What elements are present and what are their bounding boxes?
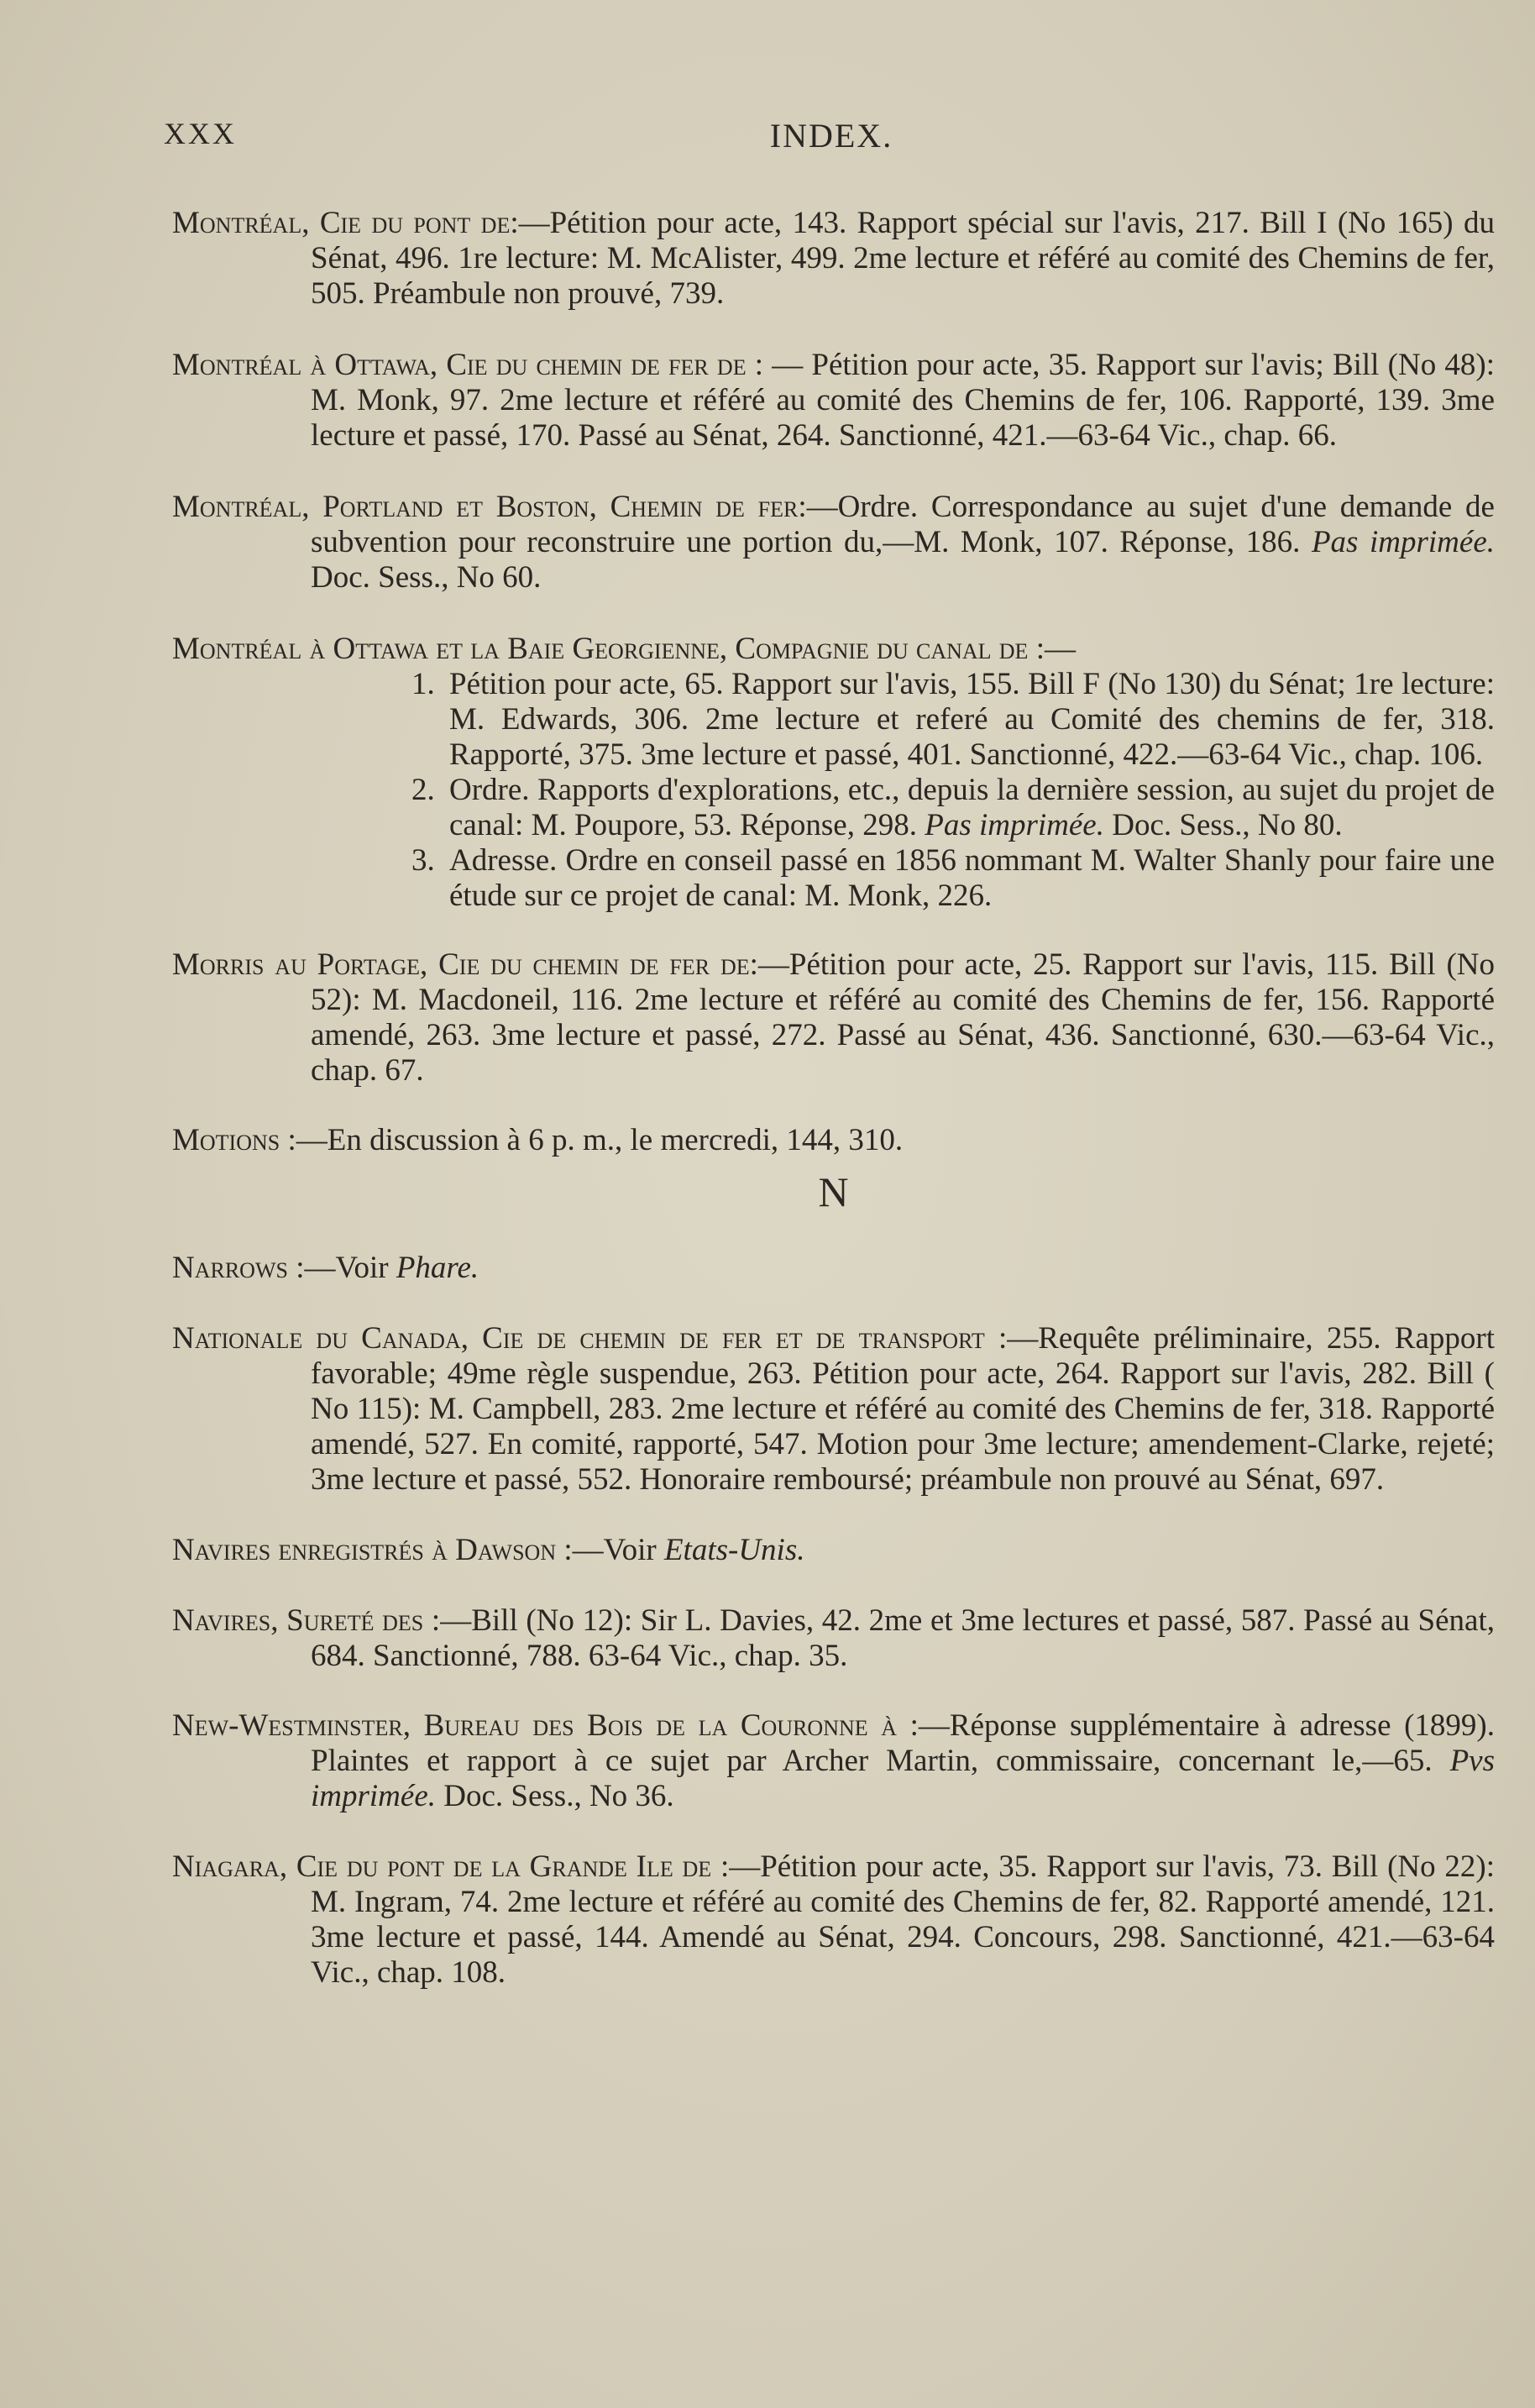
- entry-tail: Doc. Sess., No 36.: [443, 1779, 674, 1813]
- sub-entry-tail: Doc. Sess., No 80.: [1112, 808, 1343, 842]
- entry-text: :—Pétition pour acte, 35. Rapport sur l'avis, 73. Bill (No 22): M. Ingram, 74. 2me lecture et référé au comité des Chemins de fer, 82. Rapporté amendé, 121. 3me lecture et passé, 144. Amendé au Sénat, 294. Concours, 298. Sanctionné, 421.—63-64 Vic., chap. 108.: [311, 1849, 1495, 1990]
- entry-text: :—Pétition pour acte, 25. Rapport sur l'avis, 115. Bill (No 52): M. Macdoneil, 116. 2me lecture et référé au comité des Chemins de fer, 156. Rapporté amendé, 263. 3me lecture et passé, 272. Passé au Sénat, 436. Sanctionné, 630.—63-64 Vic., chap. 67.: [311, 947, 1495, 1088]
- entry-italic: Phare.: [396, 1251, 479, 1285]
- entry-text: :—Voir: [296, 1251, 389, 1285]
- index-entry: [172, 632, 1495, 914]
- entry-heading: Navires enregistrés à Dawson: [172, 1533, 557, 1567]
- entry-tail: Doc. Sess., No 60.: [311, 560, 542, 595]
- entry-text: :—Réponse supplémentaire à adresse (1899). Plaintes et rapport à ce sujet par Archer Martin, commissaire, concernant le,—65.: [311, 1708, 1495, 1778]
- entry-heading: New-Westminster, Bureau des Bois de la Couronne à: [172, 1708, 898, 1743]
- entry-text: :—: [1035, 632, 1076, 666]
- sub-entry-text: Pétition pour acte, 65. Rapport sur l'avis, 155. Bill F (No 130) du Sénat; 1re lecture: M. Edwards, 306. 2me lecture et referé au Comité des chemins de fer, 318. Rapporté, 375. 3me lecture et passé, 401. Sanctionné, 422.—63-64 Vic., chap. 106.: [449, 667, 1495, 772]
- sub-entry: [311, 843, 1495, 914]
- entry-heading: Montréal, Portland et Boston, Chemin de fer: [172, 490, 799, 524]
- entry-text: :—Requête préliminaire, 255. Rapport favorable; 49me règle suspendue, 263. Pétition pour acte, 264. Rapport sur l'avis, 282. Bill ( No 115): M. Campbell, 283. 2me lecture et référé au comité des Chemins de fer, 318. Rapporté amendé, 527. En comité, rapporté, 547. Motion pour 3me lecture; amendement-Clarke, rejeté; 3me lecture et passé, 552. Honoraire remboursé; préambule non prouvé au Sénat, 697.: [311, 1321, 1495, 1497]
- index-entry: [172, 947, 1495, 1089]
- entry-heading: Motions: [172, 1123, 280, 1157]
- sub-entry-number: 3.: [411, 843, 435, 878]
- entry-text: :—Bill (No 12): Sir L. Davies, 42. 2me et 3me lectures et passé, 587. Passé au Sénat, 684. Sanctionné, 788. 63-64 Vic., chap. 35.: [311, 1603, 1496, 1673]
- entry-italic: Pvs imprimée.: [311, 1744, 1496, 1813]
- sub-entry-text: Ordre. Rapports d'explorations, etc., depuis la dernière session, au sujet du projet de canal: M. Poupore, 53. Réponse, 298.: [449, 773, 1495, 842]
- sub-entry-italic: Pas imprimée.: [925, 808, 1104, 842]
- entry-italic: Etats-Unis.: [663, 1533, 805, 1567]
- sub-entry: [311, 667, 1495, 773]
- index-entry: [172, 1603, 1495, 1674]
- entry-text: :—Voir: [563, 1533, 657, 1567]
- entry-heading: Niagara, Cie du pont de la Grande Ile de: [172, 1849, 712, 1884]
- page-number: XXX: [164, 117, 237, 150]
- entry-heading: Narrows: [172, 1251, 288, 1285]
- entry-heading: Navires, Sureté des: [172, 1603, 424, 1638]
- entry-text: : — Pétition pour acte, 35. Rapport sur l'avis; Bill (No 48): M. Monk, 97. 2me lecture et référé au comité des Chemins de fer, 106. Rapporté, 139. 3me lecture et passé, 170. Passé au Sénat, 264. Sanctionné, 421.—63-64 Vic., chap. 66.: [311, 348, 1495, 453]
- entry-heading: Montréal, Cie du pont de: [172, 206, 511, 240]
- page-title: INDEX.: [769, 117, 893, 155]
- index-entry: [172, 206, 1495, 312]
- index-entry: [172, 1123, 1495, 1158]
- index-entry: [172, 1321, 1495, 1498]
- sub-entry-number: 2.: [411, 773, 435, 807]
- sub-entry-number: 1.: [411, 667, 435, 701]
- index-entry: [172, 490, 1495, 595]
- entry-text: :—Ordre. Correspondance au sujet d'une demande de subvention pour reconstruire une portion du,—M. Monk, 107. Réponse, 186.: [311, 490, 1495, 559]
- index-entry: [172, 1251, 1495, 1286]
- entry-heading: Montréal à Ottawa, Cie du chemin de fer de: [172, 348, 747, 382]
- running-head: [164, 116, 1499, 158]
- sub-entry: [311, 773, 1495, 843]
- entry-text: :—En discussion à 6 p. m., le mercredi, 144, 310.: [287, 1123, 904, 1157]
- entry-heading: Montréal à Ottawa et la Baie Georgienne, Compagnie du canal de: [172, 632, 1029, 666]
- entry-text: :—Pétition pour acte, 143. Rapport spécial sur l'avis, 217. Bill I (No 165) du Sénat, 496. 1re lecture: M. McAlister, 499. 2me lecture et référé au comité des Chemins de fer, 505. Préambule non prouvé, 739.: [311, 206, 1495, 311]
- index-entry: [172, 1708, 1495, 1814]
- entry-italic: Pas imprimée.: [1311, 525, 1495, 559]
- index-entry: [172, 1533, 1495, 1568]
- section-letter: N: [818, 1168, 849, 1215]
- index-content: [172, 206, 1495, 2026]
- entry-heading: Nationale du Canada, Cie de chemin de fer et de transport: [172, 1321, 985, 1356]
- entry-heading: Morris au Portage, Cie du chemin de fer de: [172, 947, 750, 982]
- index-entry: [172, 348, 1495, 454]
- index-entry: [172, 1849, 1495, 1991]
- sub-entry-text: Adresse. Ordre en conseil passé en 1856 nommant M. Walter Shanly pour faire une étude sur ce projet de canal: M. Monk, 226.: [449, 843, 1495, 913]
